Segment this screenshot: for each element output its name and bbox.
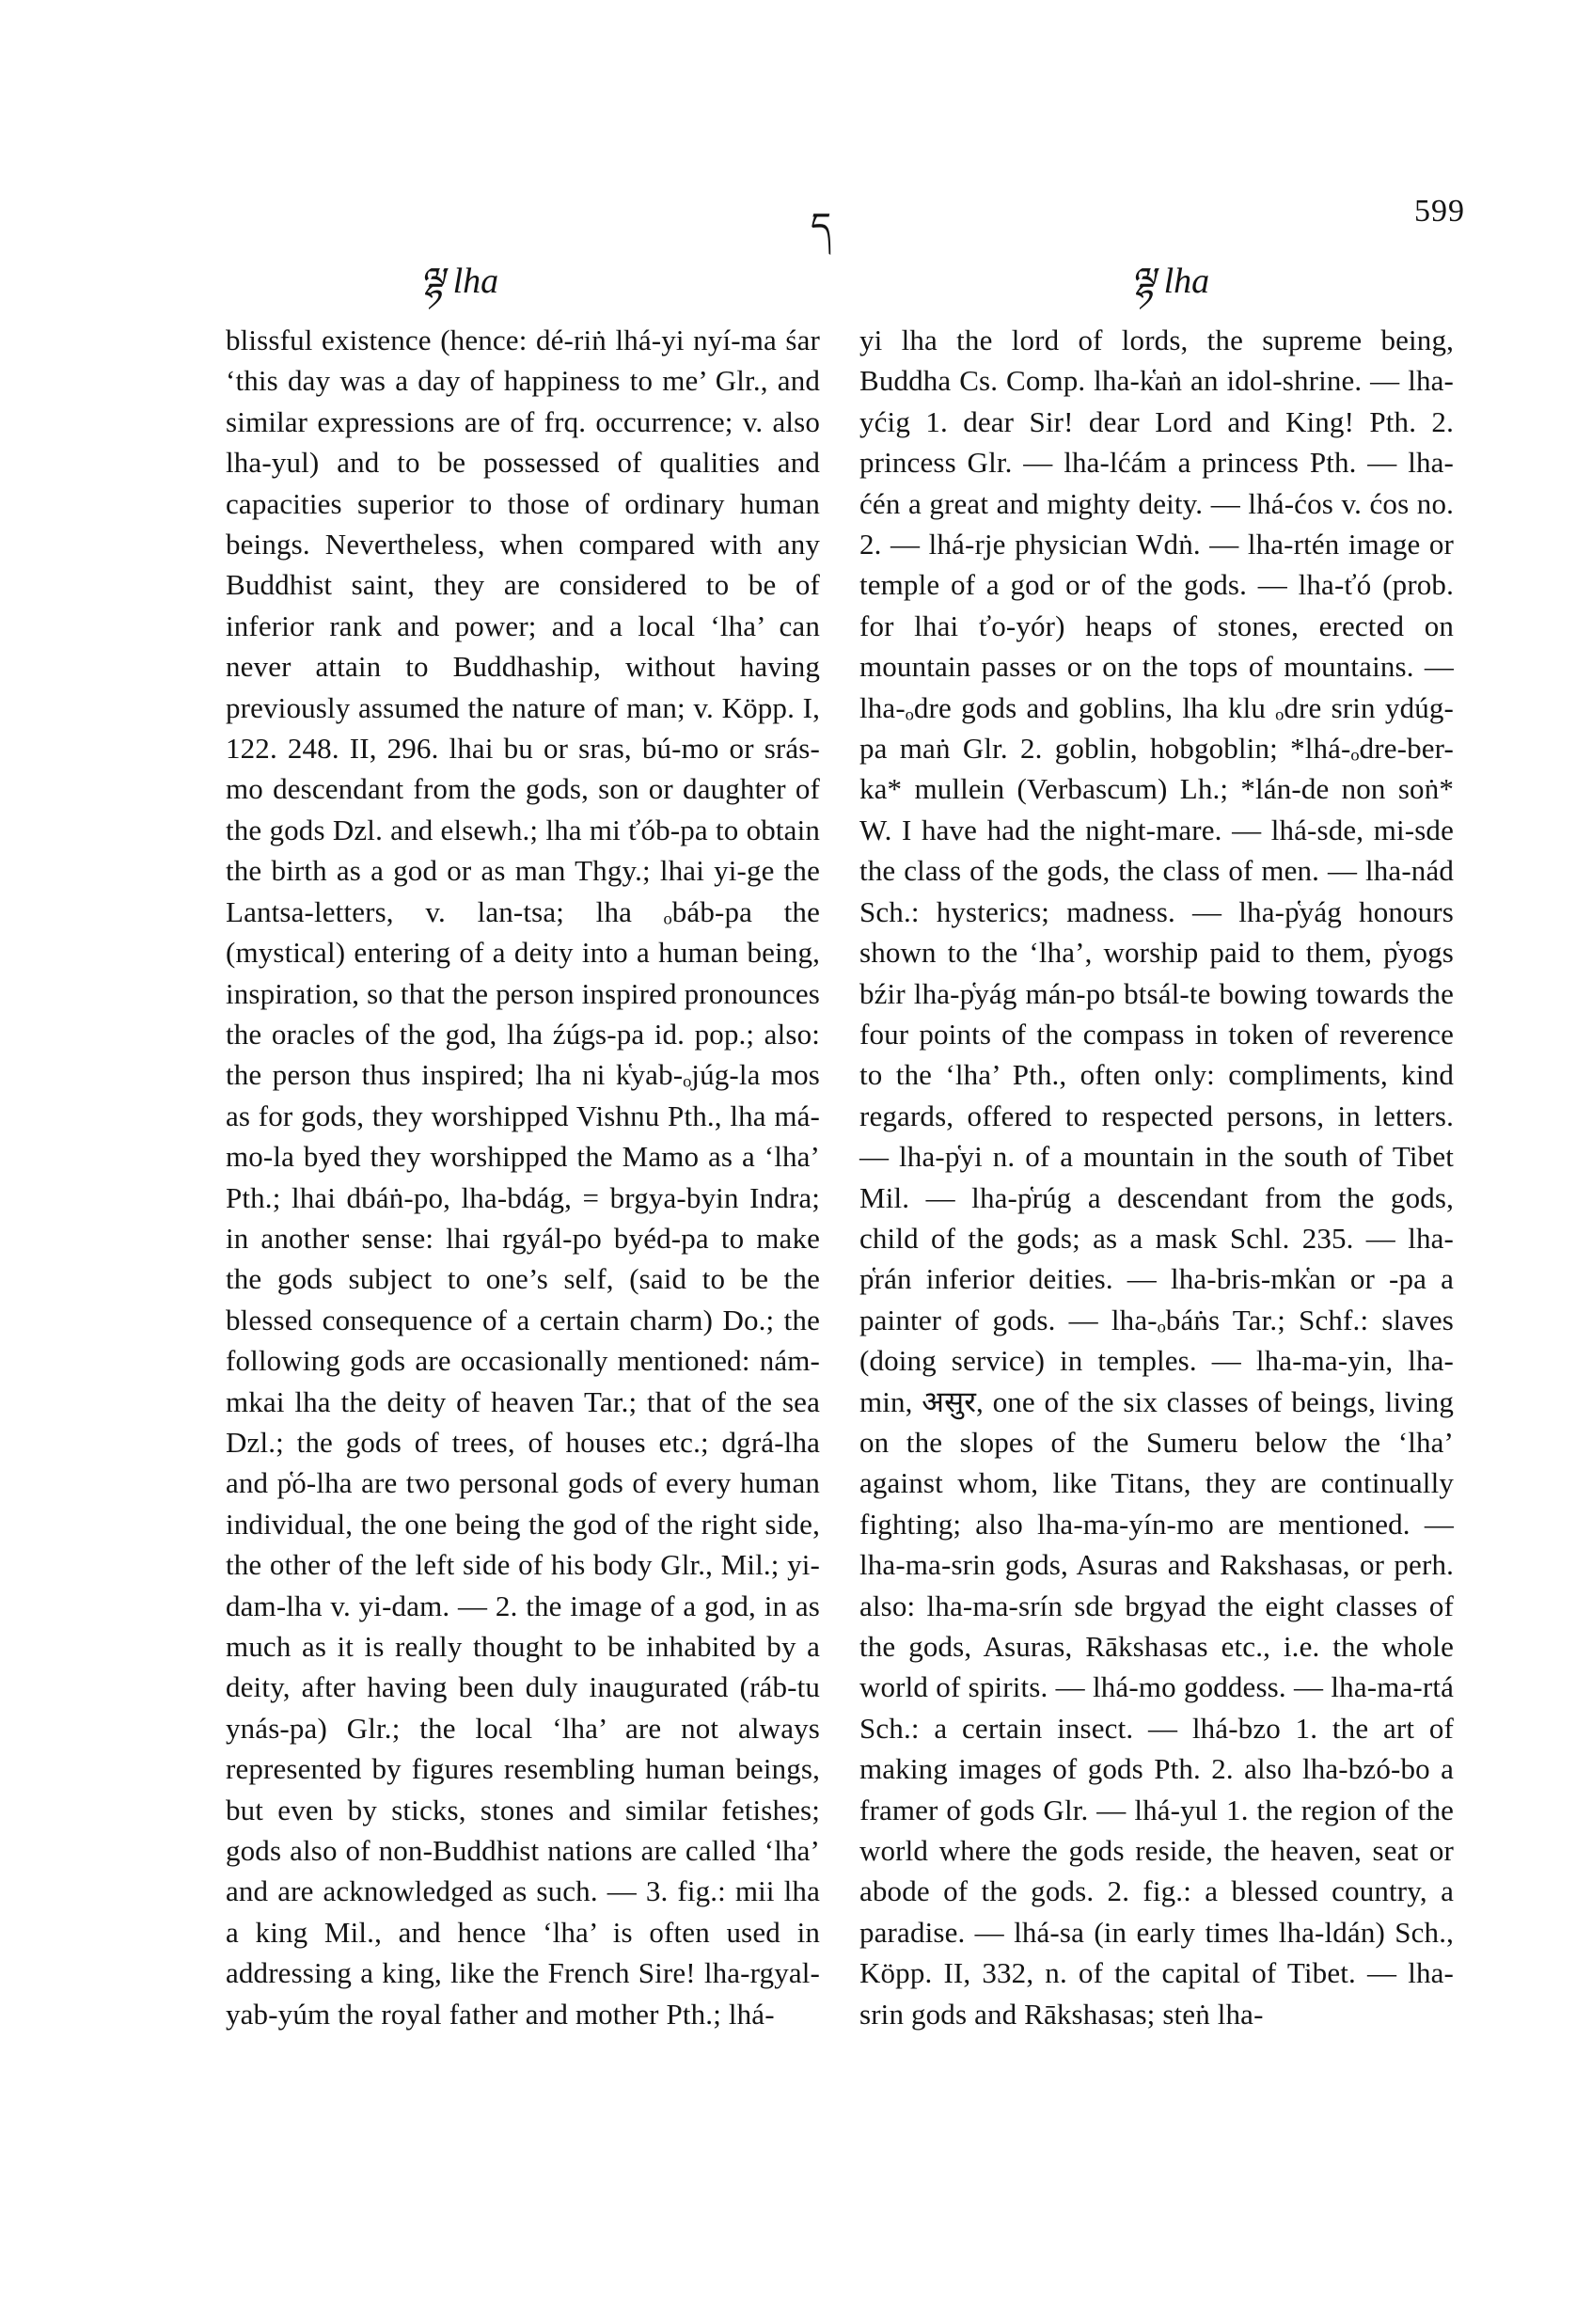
running-head-left: ལྷ lha — [419, 261, 499, 301]
header-center-glyph: ད — [811, 205, 832, 246]
dictionary-text-left: blissful existence (hence: dé-riṅ lhá-yi nyí-ma śar ‘this day was a day of happiness to me’ Glr., and similar expressions are of frq. occurrence; v. also lha-yul) and to be possessed of qualities and capacities superior to those of ordinary human beings. Nevertheless, when compared with any Buddhist saint, they are considered to be of inferior rank and power; and a local ‘lha’ can never attain to Buddhaship, without having previously assumed the nature of man; v. Köpp. I, 122. 248. II, 296. lhai bu or sras, bú-mo or srás-mo descendant from the gods, son or daughter of the gods Dzl. and elsewh.; lha mi ťób-pa to obtain the birth as a god or as man Thgy.; lhai yi-ge the Lantsa-letters, v. lan-tsa; lha ₒbáb-pa the (mystical) entering of a deity into a human being, inspiration, so that the person inspired pronounces the oracles of the god, lha źúgs-pa id. pop.; also: the person thus inspired; lha ni k̔yab-ₒjúg-la mos as for gods, they worshipped Vishnu Pth., lha má-mo-la byed they worshipped the Mamo as a ‘lha’ Pth.; lhai dbáṅ-po, lha-bdág, = brgya-byin Indra; in another sense: lhai rgyál-po byéd-pa to make the gods subject to one’s self, (said to be the blessed consequence of a certain charm) Do.; the following gods are occasionally mentioned: nám-mkai lha the deity of heaven Tar.; that of the sea Dzl.; the gods of trees, of houses etc.; dgrá-lha and p̔ó-lha are two personal gods of every human individual, the one being the god of the right side, the other of the left side of his body Glr., Mil.; yi-dam-lha v. yi-dam. — 2. the image of a god, in as much as it is really thought to be inhabited by a deity, after having been duly inaugurated (ráb-tu ynás-pa) Glr.; the local ‘lha’ are not always represented by figures resembling human beings, but even by sticks, stones and similar fetishes; gods also of non-Buddhist nations are called ‘lha’ and are acknowledged as such. — 3. fig.: mii lha a king Mil., and hence ‘lha’ is often used in addressing a king, like the French Sire! lha-rgyal-yab-yúm the royal father and mother Pth.; lhá- — [226, 324, 820, 2031]
dictionary-text-right: yi lha the lord of lords, the supreme being, Buddha Cs. Comp. lha-k̔aṅ an idol-shrine. — lha-yćig 1. dear Sir! dear Lord and King! Pth. 2. princess Glr. — lha-lćám a princess Pth. — lha-ćén a great and mighty deity. — lhá-ćos v. ćos no. 2. — lhá-rje physician Wdṅ. — lha-rtén image or temple of a god or of the gods. — lha-ťó (prob. for lhai ťo-yór) heaps of stones, erected on mountain passes or on the tops of mountains. — lha-ₒdre gods and goblins, lha klu ₒdre srin ydúg-pa maṅ Glr. 2. goblin, hobgoblin; *lhá-ₒdre-ber-ka* mullein (Verbascum) Lh.; *lán-de non soṅ* W. I have had the night-mare. — lhá-sde, mi-sde the class of the gods, the class of men. — lha-nád Sch.: hysterics; madness. — lha-p̔yág honours shown to the ‘lha’, worship paid to them, p̔yogs bźir lha-p̔yág mán-po btsál-te bowing towards the four points of the compass in token of reverence to the ‘lha’ Pth., often only: compliments, kind regards, offered to respected persons, in letters. — lha-p̔yi n. of a mountain in the south of Tibet Mil. — lha-p̔rúg a descendant from the gods, child of the gods; as a mask Schl. 235. — lha-p̔rán inferior deities. — lha-bris-mk̔an or -pa a painter of gods. — lha-ₒbáṅs Tar.; Schf.: slaves (doing service) in temples. — lha-ma-yin, lha-min, असुर, one of the six classes of beings, living on the slopes of the Sumeru below the ‘lha’ against whom, like Titans, they are continually fighting; also lha-ma-yín-mo are mentioned. — lha-ma-srin gods, Asuras and Rakshasas, or perh. also: lha-ma-srín sde brgyad the eight classes of the gods, Asuras, Rākshasas etc., i.e. the whole world of spirits. — lhá-mo goddess. — lha-ma-rtá Sch.: a certain insect. — lhá-bzo 1. the art of making images of gods Pth. 2. also lha-bzó-bo a framer of gods Glr. — lhá-yul 1. the region of the world where the gods reside, the heaven, seat or abode of the gods. 2. fig.: a blessed country, a paradise. — lhá-sa (in early times lha-ldán) Sch., Köpp. II, 332, n. of the capital of Tibet. — lha-srin gods and Rākshasas; steṅ lha- — [859, 324, 1454, 2031]
running-head-right: ལྷ lha — [1130, 261, 1210, 301]
dictionary-column-right — [859, 320, 1454, 2034]
page-number: 599 — [1414, 194, 1465, 229]
dictionary-column-left — [226, 320, 820, 2034]
